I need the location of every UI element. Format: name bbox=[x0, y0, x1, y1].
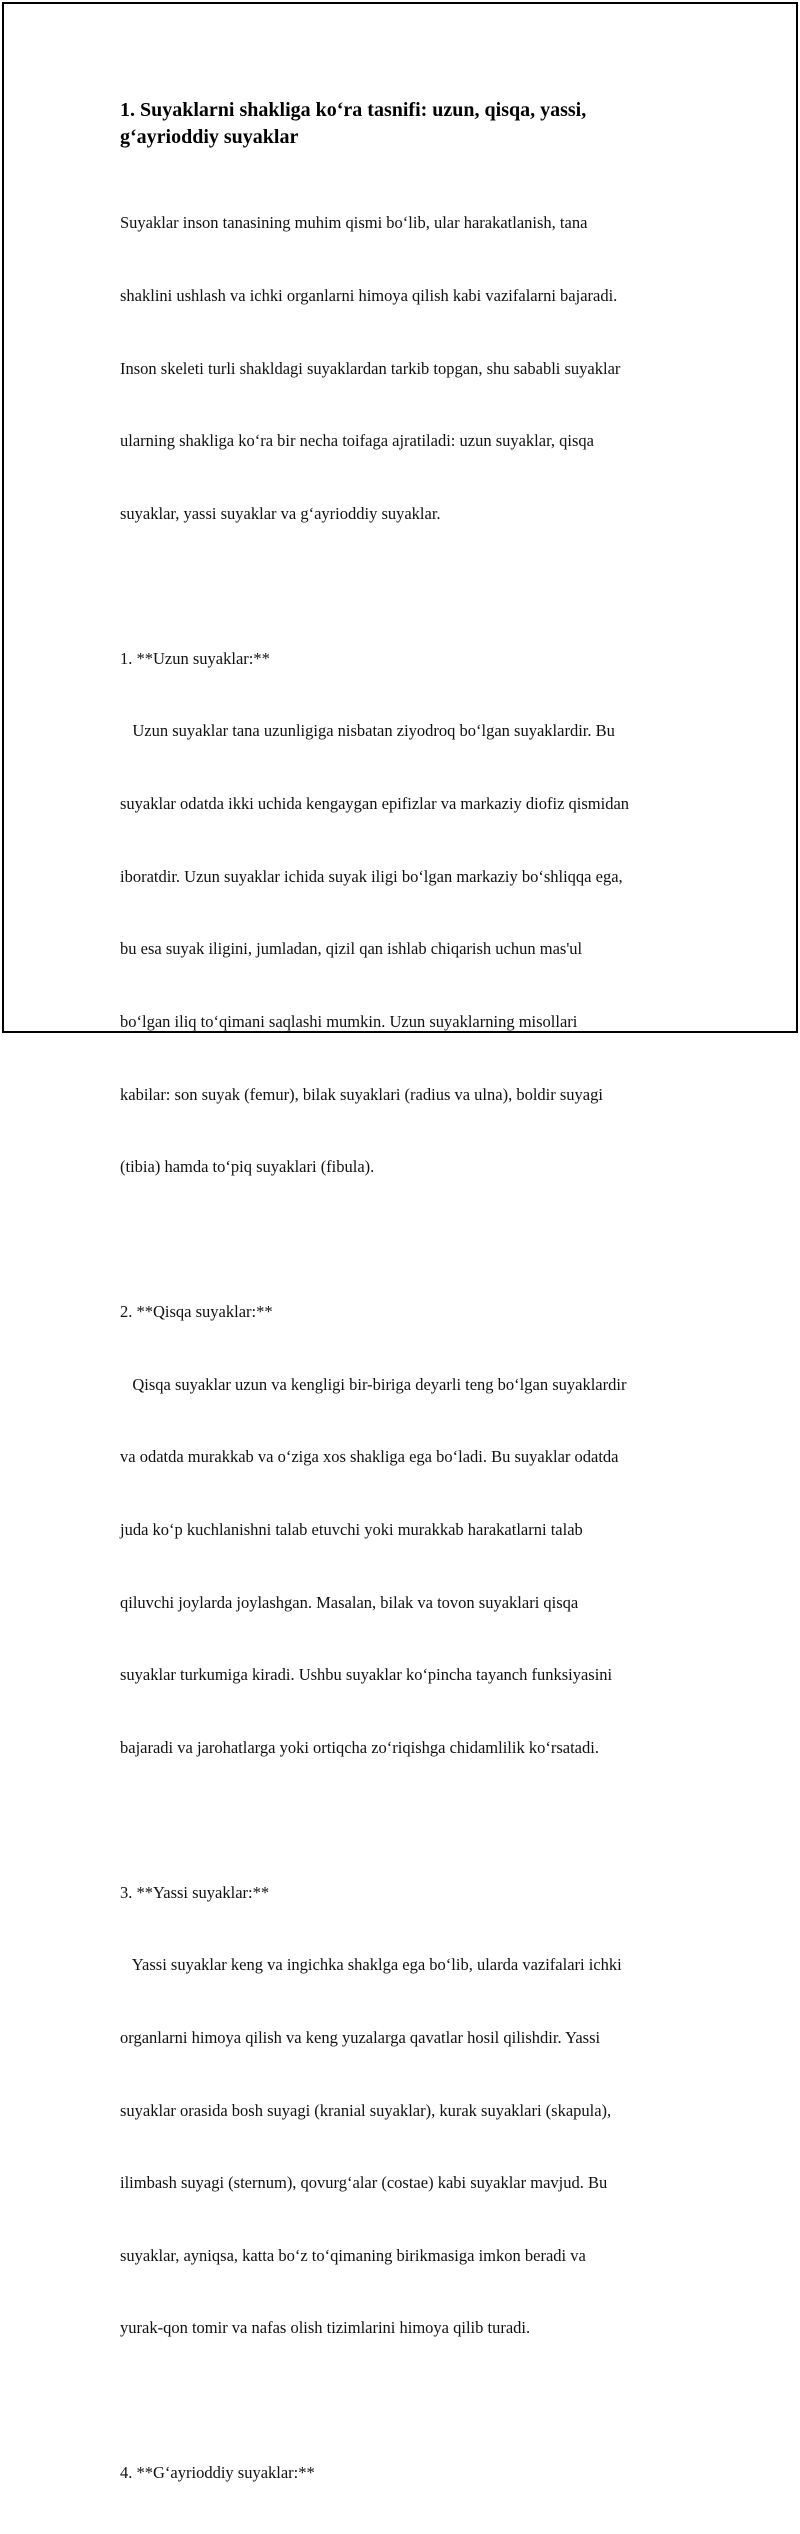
text-line: ularning shakliga ko‘ra bir necha toifaga ajratiladi: uzun suyaklar, qisqa bbox=[120, 431, 595, 451]
text-line: Qisqa suyaklar uzun va kengligi bir-biriga deyarli teng bo‘lgan suyaklardir bbox=[120, 1374, 627, 1394]
text-line: bu esa suyak iligini, jumladan, qizil qan ishlab chiqarish uchun mas'ul bbox=[120, 939, 583, 959]
text-line: iboratdir. Uzun suyaklar ichida suyak iligi bo‘lgan markaziy bo‘shliqqa ega, bbox=[120, 866, 623, 886]
section-heading: 2. **Qisqa suyaklar:** bbox=[120, 1302, 273, 1322]
document-body bbox=[120, 97, 720, 2534]
text-line: yurak-qon tomir va nafas olish tizimlarini himoya qilib turadi. bbox=[120, 2318, 531, 2338]
section-heading: 1. **Uzun suyaklar:** bbox=[120, 648, 270, 668]
text-line: (tibia) hamda to‘piq suyaklari (fibula). bbox=[120, 1157, 375, 1177]
section-flat-bones bbox=[120, 1832, 720, 2389]
section-short-bones bbox=[120, 1252, 720, 1809]
text-line: organlarni himoya qilish va keng yuzalarga qavatlar hosil qilishdir. Yassi bbox=[120, 2028, 601, 2048]
intro-paragraph bbox=[120, 163, 720, 574]
section-irregular-bones bbox=[120, 2413, 720, 2534]
text-line: qiluvchi joylarda joylashgan. Masalan, bilak va tovon suyaklari qisqa bbox=[120, 1592, 579, 1612]
text-line: shaklini ushlash va ichki organlarni himoya qilish kabi vazifalarni bajaradi. bbox=[120, 286, 618, 306]
title-line: g‘ayrioddiy suyaklar bbox=[120, 126, 299, 148]
document-title bbox=[120, 97, 720, 151]
text-line: va odatda murakkab va o‘ziga xos shakliga ega bo‘ladi. Bu suyaklar odatda bbox=[120, 1447, 619, 1467]
paragraph-gap bbox=[120, 1228, 720, 1252]
section-heading: 4. **G‘ayrioddiy suyaklar:** bbox=[120, 2463, 315, 2483]
text-line: suyaklar, yassi suyaklar va g‘ayrioddiy suyaklar. bbox=[120, 503, 441, 523]
text-line: suyaklar odatda ikki uchida kengaygan epifizlar va markaziy diofiz qismidan bbox=[120, 794, 630, 814]
text-line: Uzun suyaklar tana uzunligiga nisbatan ziyodroq bo‘lgan suyaklardir. Bu bbox=[120, 721, 615, 741]
text-line: kabilar: son suyak (femur), bilak suyaklari (radius va ulna), boldir suyagi bbox=[120, 1084, 603, 1104]
text-line: Yassi suyaklar keng va ingichka shaklga ega bo‘lib, ularda vazifalari ichki bbox=[120, 1955, 622, 1975]
section-long-bones bbox=[120, 598, 720, 1227]
paragraph-gap bbox=[120, 2389, 720, 2413]
document-page bbox=[2, 2, 798, 2483]
text-line: suyaklar orasida bosh suyagi (kranial suyaklar), kurak suyaklari (skapula), bbox=[120, 2100, 612, 2120]
text-line: Inson skeleti turli shakldagi suyaklardan tarkib topgan, shu sababli suyaklar bbox=[120, 358, 621, 378]
text-line: suyaklar, ayniqsa, katta bo‘z to‘qimaning birikmasiga imkon beradi va bbox=[120, 2245, 586, 2265]
text-line: ilimbash suyagi (sternum), qovurg‘alar (costae) kabi suyaklar mavjud. Bu bbox=[120, 2173, 608, 2193]
text-line: suyaklar turkumiga kiradi. Ushbu suyaklar ko‘pincha tayanch funksiyasini bbox=[120, 1665, 613, 1685]
text-line: bajaradi va jarohatlarga yoki ortiqcha zo‘riqishga chidamlilik ko‘rsatadi. bbox=[120, 1737, 599, 1757]
paragraph-gap bbox=[120, 574, 720, 598]
text-line: Suyaklar inson tanasining muhim qismi bo‘lib, ular harakatlanish, tana bbox=[120, 213, 588, 233]
text-line: juda ko‘p kuchlanishni talab etuvchi yoki murakkab harakatlarni talab bbox=[120, 1519, 583, 1539]
text-line: bo‘lgan iliq to‘qimani saqlashi mumkin. Uzun suyaklarning misollari bbox=[120, 1011, 578, 1031]
title-line: 1. Suyaklarni shakliga ko‘ra tasnifi: uzun, qisqa, yassi, bbox=[120, 99, 587, 121]
section-heading: 3. **Yassi suyaklar:** bbox=[120, 1882, 270, 1902]
paragraph-gap bbox=[120, 1808, 720, 1832]
